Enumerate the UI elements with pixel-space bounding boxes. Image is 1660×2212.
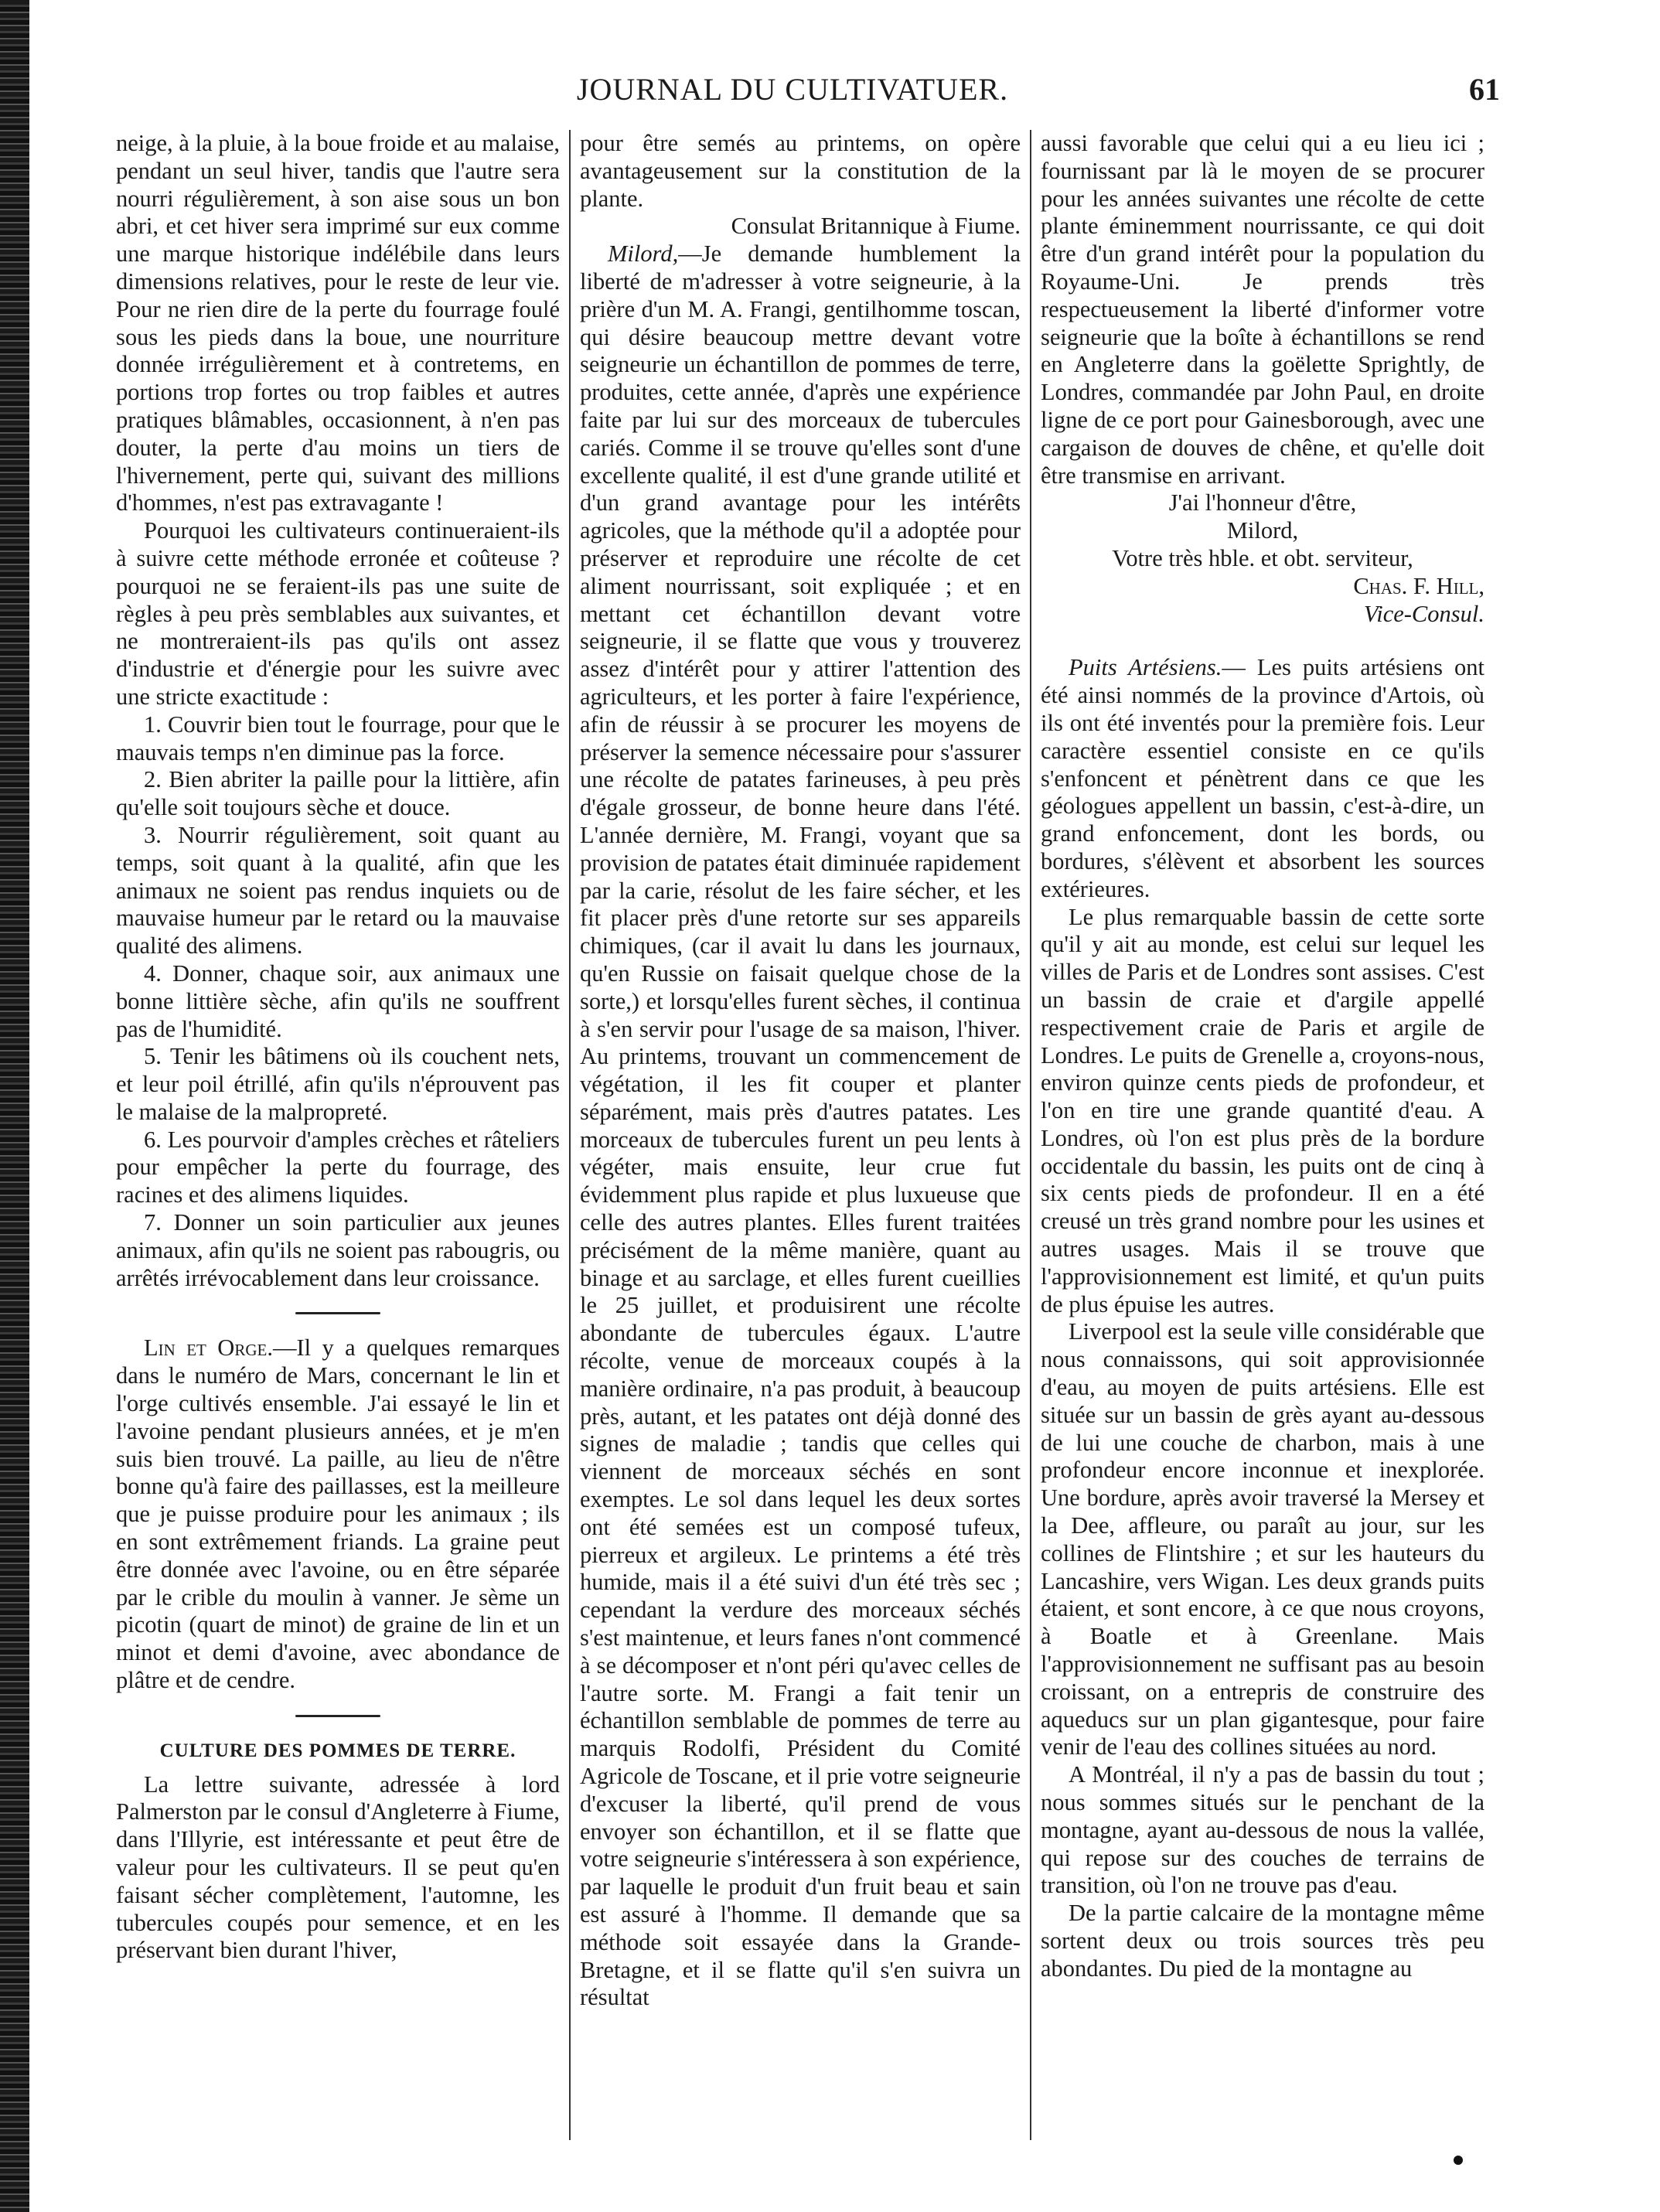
ink-dot <box>1454 2156 1463 2165</box>
letter-dateline: Consulat Britannique à Fiume. <box>731 213 1021 240</box>
section-divider <box>295 1312 380 1314</box>
section-title: CULTURE DES POMMES DE TERRE. <box>159 1740 516 1761</box>
paragraph: La lettre suivante, adressée à lord Palmerston par le consul d'Angleterre à Fiume, dans l'Illyrie, est intéressante et peut être de valeur pour les cultivateurs. Il se peut qu'en faisant sécher complètement, l'automne, les tubercules coupés pour semence, et en les préservant bien durant l'hiver, <box>116 1771 560 1964</box>
list-item: 4. Donner, chaque soir, aux animaux une bonne littière sèche, afin qu'ils ne souffrent pas de l'humidité. <box>116 959 560 1042</box>
page-header <box>85 71 1500 118</box>
column-middle <box>569 130 1031 2140</box>
paragraph: aussi favorable que celui qui a eu lieu ici ; fournissant par là le moyen de se procurer pour les années suivantes une récolte de cette plante éminemment nourrissante, ce qui doit être d'un grand intérêt pour la population du Royaume-Uni. Je prends très respectueusement la liberté d'informer votre seigneurie que la boîte à échantillons se rend en Angleterre dans la goëlette Sprightly, de Londres, commandée par John Paul, en droite ligne de ce port pour Gainesborough, avec une cargaison de douves de chêne, et qu'elle doit être transmise en arrivant. <box>1041 130 1484 489</box>
list-item: 6. Les pourvoir d'amples crèches et râteliers pour empêcher la perte du fourrage, des racines et des alimens liquides. <box>116 1126 560 1208</box>
lead-in: Puits Artésiens. <box>1069 654 1222 681</box>
paragraph: A Montréal, il n'y a pas de bassin du tout ; nous sommes situés sur le penchant de la montagne, ayant au-dessous de nous la vallée, qui repose sur des couches de terrains de transition, où l'on ne trouve pas d'eau. <box>1041 1761 1484 1899</box>
list-item: 1. Couvrir bien tout le fourrage, pour que le mauvais temps n'en diminue pas la force. <box>116 711 560 765</box>
list-item: 3. Nourrir régulièrement, soit quant au temps, soit quant à la qualité, afin que les animaux ne soient pas rendus inquiets ou de mauvaise humeur par le retard ou la mauvaise qualité des alimens. <box>116 821 560 959</box>
letter-body <box>580 240 1021 2012</box>
paragraph-lin-et-orge <box>116 1334 560 1694</box>
paragraph: Le plus remarquable bassin de cette sorte qu'il y ait au monde, est celui sur lequel les villes de Paris et de Londres sont assises. C'est un bassin de craie et d'argile appellé respectivement craie de Paris et argile de Londres. Le puits de Grenelle a, croyons-nous, environ quinze cents pieds de profondeur, et l'on en tire une grande quantité d'eau. A Londres, où l'on est plus près de la bordure occidentale du bassin, les puits ont de cinq à six cents pieds de profondeur. Il en a été creusé un très grand nombre pour les usines et autres usages. Mais il se trouve que l'approvisionnement est limité, et qu'un puits de plus épuise les autres. <box>1041 903 1484 1317</box>
letter-closing: Milord, <box>1226 517 1299 544</box>
letter-closing: J'ai l'honneur d'être, <box>1168 489 1357 516</box>
signature-title: Vice-Consul. <box>1363 600 1484 627</box>
paragraph-puits-artesiens <box>1041 654 1484 903</box>
list-item: 2. Bien abriter la paille pour la littière, afin qu'elle soit toujours sèche et douce. <box>116 766 560 821</box>
page-binding-edge <box>0 0 29 2212</box>
column-left <box>107 130 569 2140</box>
signature: Chas. F. Hill, <box>1353 572 1484 599</box>
list-item: 7. Donner un soin particulier aux jeunes animaux, afin qu'ils ne soient pas rabougris, ou arrêtés irrévocablement dans leur croissance. <box>116 1209 560 1291</box>
list-item: 5. Tenir les bâtimens où ils couchent nets, et leur poil étrillé, afin qu'ils n'éprouvent pas le malaise de la malpropreté. <box>116 1043 560 1125</box>
page-number: 61 <box>1469 72 1500 107</box>
column-right <box>1031 130 1494 2140</box>
letter-closing: Votre très hble. et obt. serviteur, <box>1112 544 1413 571</box>
paragraph-body: — Les puits artésiens ont été ainsi nommés de la province d'Artois, où ils ont été inventés pour la première fois. Leur caractère essentiel consiste en ce qu'ils s'enfoncent et pénètrent dans ce que les géologues appellent un bassin, c'est-à-dire, un grand enfoncement, dont les bords, ou bordures, s'élèvent et absorbent les sources extérieures. <box>1041 654 1484 902</box>
paragraph: Pourquoi les cultivateurs continueraient-ils à suivre cette méthode erronée et coûteuse ? pourquoi ne se feraient-ils pas une suite de règles à peu près semblables aux suivantes, et ne montreraient-ils pas qu'ils ont assez d'industrie et d'énergie pour les suivre avec une stricte exactitude : <box>116 517 560 710</box>
section-divider <box>295 1715 380 1717</box>
paragraph: neige, à la pluie, à la boue froide et au malaise, pendant un seul hiver, tandis que l'autre sera nourri régulièrement, à son aise sous un bon abri, et cet hiver sera imprimé sur eux comme une marque historique indélébile dans leurs dimensions relatives, pour le reste de leur vie. Pour ne rien dire de la perte du fourrage foulé sous les pieds dans la boue, une nourriture donnée irrégulièrement et à contretems, en portions trop fortes ou trop faibles et autres pratiques blâmables, occasionnent, à n'en pas douter, la perte d'au moins un tiers de l'hivernement, perte qui, suivant des millions d'hommes, n'est pas extravagante ! <box>116 130 560 516</box>
salutation: Milord, <box>608 240 679 268</box>
paragraph: pour être semés au printems, on opère avantageusement sur la constitution de la plante. <box>580 130 1021 212</box>
running-title: JOURNAL DU CULTIVATUER. <box>576 72 1009 107</box>
paragraph: Liverpool est la seule ville considérable que nous connaissons, qui soit approvisionnée d'eau, au moyen de puits artésiens. Elle est située sur un bassin de grès ayant au-dessous de lui une couche de charbon, mais à une profondeur encore inconnue et inexplorée. Une bordure, après avoir traversé la Mersey et la Dee, affleure, ou paraît au jour, sur les collines de Flintshire ; et sur les hauteurs du Lancashire, vers Wigan. Les deux grands puits étaient, et sont encore, à ce que nous croyons, à Boatle et à Greenlane. Mais l'approvisionnement ne suffisant pas au besoin croissant, on a entrepris de construire des aqueducs sur un plan gigantesque, pour faire venir de l'eau des collines situées au nord. <box>1041 1318 1484 1760</box>
paragraph: De la partie calcaire de la montagne même sortent deux ou trois sources très peu abondantes. Du pied de la montagne au <box>1041 1900 1484 1982</box>
paragraph-body: —Il y a quelques remarques dans le numéro de Mars, concernant le lin et l'orge cultivés ensemble. J'ai essayé le lin et l'avoine pendant plusieurs années, et je m'en suis bien trouvé. La paille, au lieu de n'être bonne qu'à faire des paillasses, est la meilleure que je puisse produire pour les animaux ; ils en sont extrêmement friands. La graine peut être donnée avec l'avoine, ou en être séparée par le crible du moulin à vanner. Je sème un picotin (quart de minot) de graine de lin et un minot et demi d'avoine, avec abondance de plâtre et de cendre. <box>116 1334 560 1694</box>
text-columns <box>107 130 1494 2140</box>
paragraph-body: —Je demande humblement la liberté de m'adresser à votre seigneurie, à la prière d'un M. A. Frangi, gentilhomme toscan, qui désire beaucoup mettre devant votre seigneurie un échantillon de pommes de terre, produites, cette année, d'après une expérience faite par lui sur des morceaux de tubercules cariés. Comme il se trouve qu'elles sont d'une excellente qualité, il est d'une grande utilité et d'un grand avantage pour les intérêts agricoles, que la méthode qu'il a adoptée pour préserver et reproduire une récolte de cet aliment nourrissant, soit expliquée ; et en mettant cet échantillon devant votre seigneurie, il se flatte que vous y trouverez assez d'intérêt pour y attirer l'attention des agriculteurs, et les porter à faire l'expérience, afin de réussir à se procurer les moyens de préserver la semence nécessaire pour s'assurer une récolte de patates farineuses, à peu près d'égale grosseur, de bonne heure dans l'été. L'année dernière, M. Frangi, voyant que sa provision de patates était diminuée rapidement par la carie, résolut de les faire sécher, et les fit placer près d'une retorte sur ses appareils chimiques, (car il avait lu dans les journaux, qu'en Russie on faisait quelque chose de la sorte,) et lorsqu'elles furent sèches, il continua à s'en servir pour l'usage de sa maison, l'hiver. Au printems, trouvant un commencement de végétation, il les fit couper et planter séparément, mais près d'autres patates. Les morceaux de tubercules furent un peu lents à végéter, mais ensuite, leur crue fut évidemment plus rapide et plus luxueuse que celle des autres plantes. Elles furent traitées précisément de la même manière, quant au binage et au sarclage, et elles furent cueillies le 25 juillet, et produisirent une récolte abondante de tubercules égaux. L'autre récolte, venue de morceaux coupés à la manière ordinaire, n'a pas produit, à beaucoup près, autant, et les patates ont déjà donné des signes de maladie ; tandis que celles qui viennent de morceaux séchés en sont exemptes. Le sol dans lequel les deux sortes ont été semées est un composé tufeux, pierreux et argileux. Le printems a été très humide, mais il a été suivi d'un été très sec ; cependant la verdure des morceaux séchés s'est maintenue, et leurs fanes n'ont commencé à se décomposer et n'ont péri qu'avec celles de l'autre sorte. M. Frangi a fait tenir un échantillon semblable de pommes de terre au marquis Rodolfi, Président du Comité Agricole de Toscane, et il prie votre seigneurie d'excuser la liberté, qu'il prend de vous envoyer son échantillon, et il se flatte que votre seigneurie s'intéressera à son expérience, par laquelle le produit d'un fruit beau et sain est assuré à l'homme. Il demande que sa méthode soit essayée dans la Grande-Bretagne, et il se flatte qu'il s'en suivra un résultat <box>580 240 1021 2011</box>
lead-in: Lin et Orge. <box>144 1334 273 1362</box>
